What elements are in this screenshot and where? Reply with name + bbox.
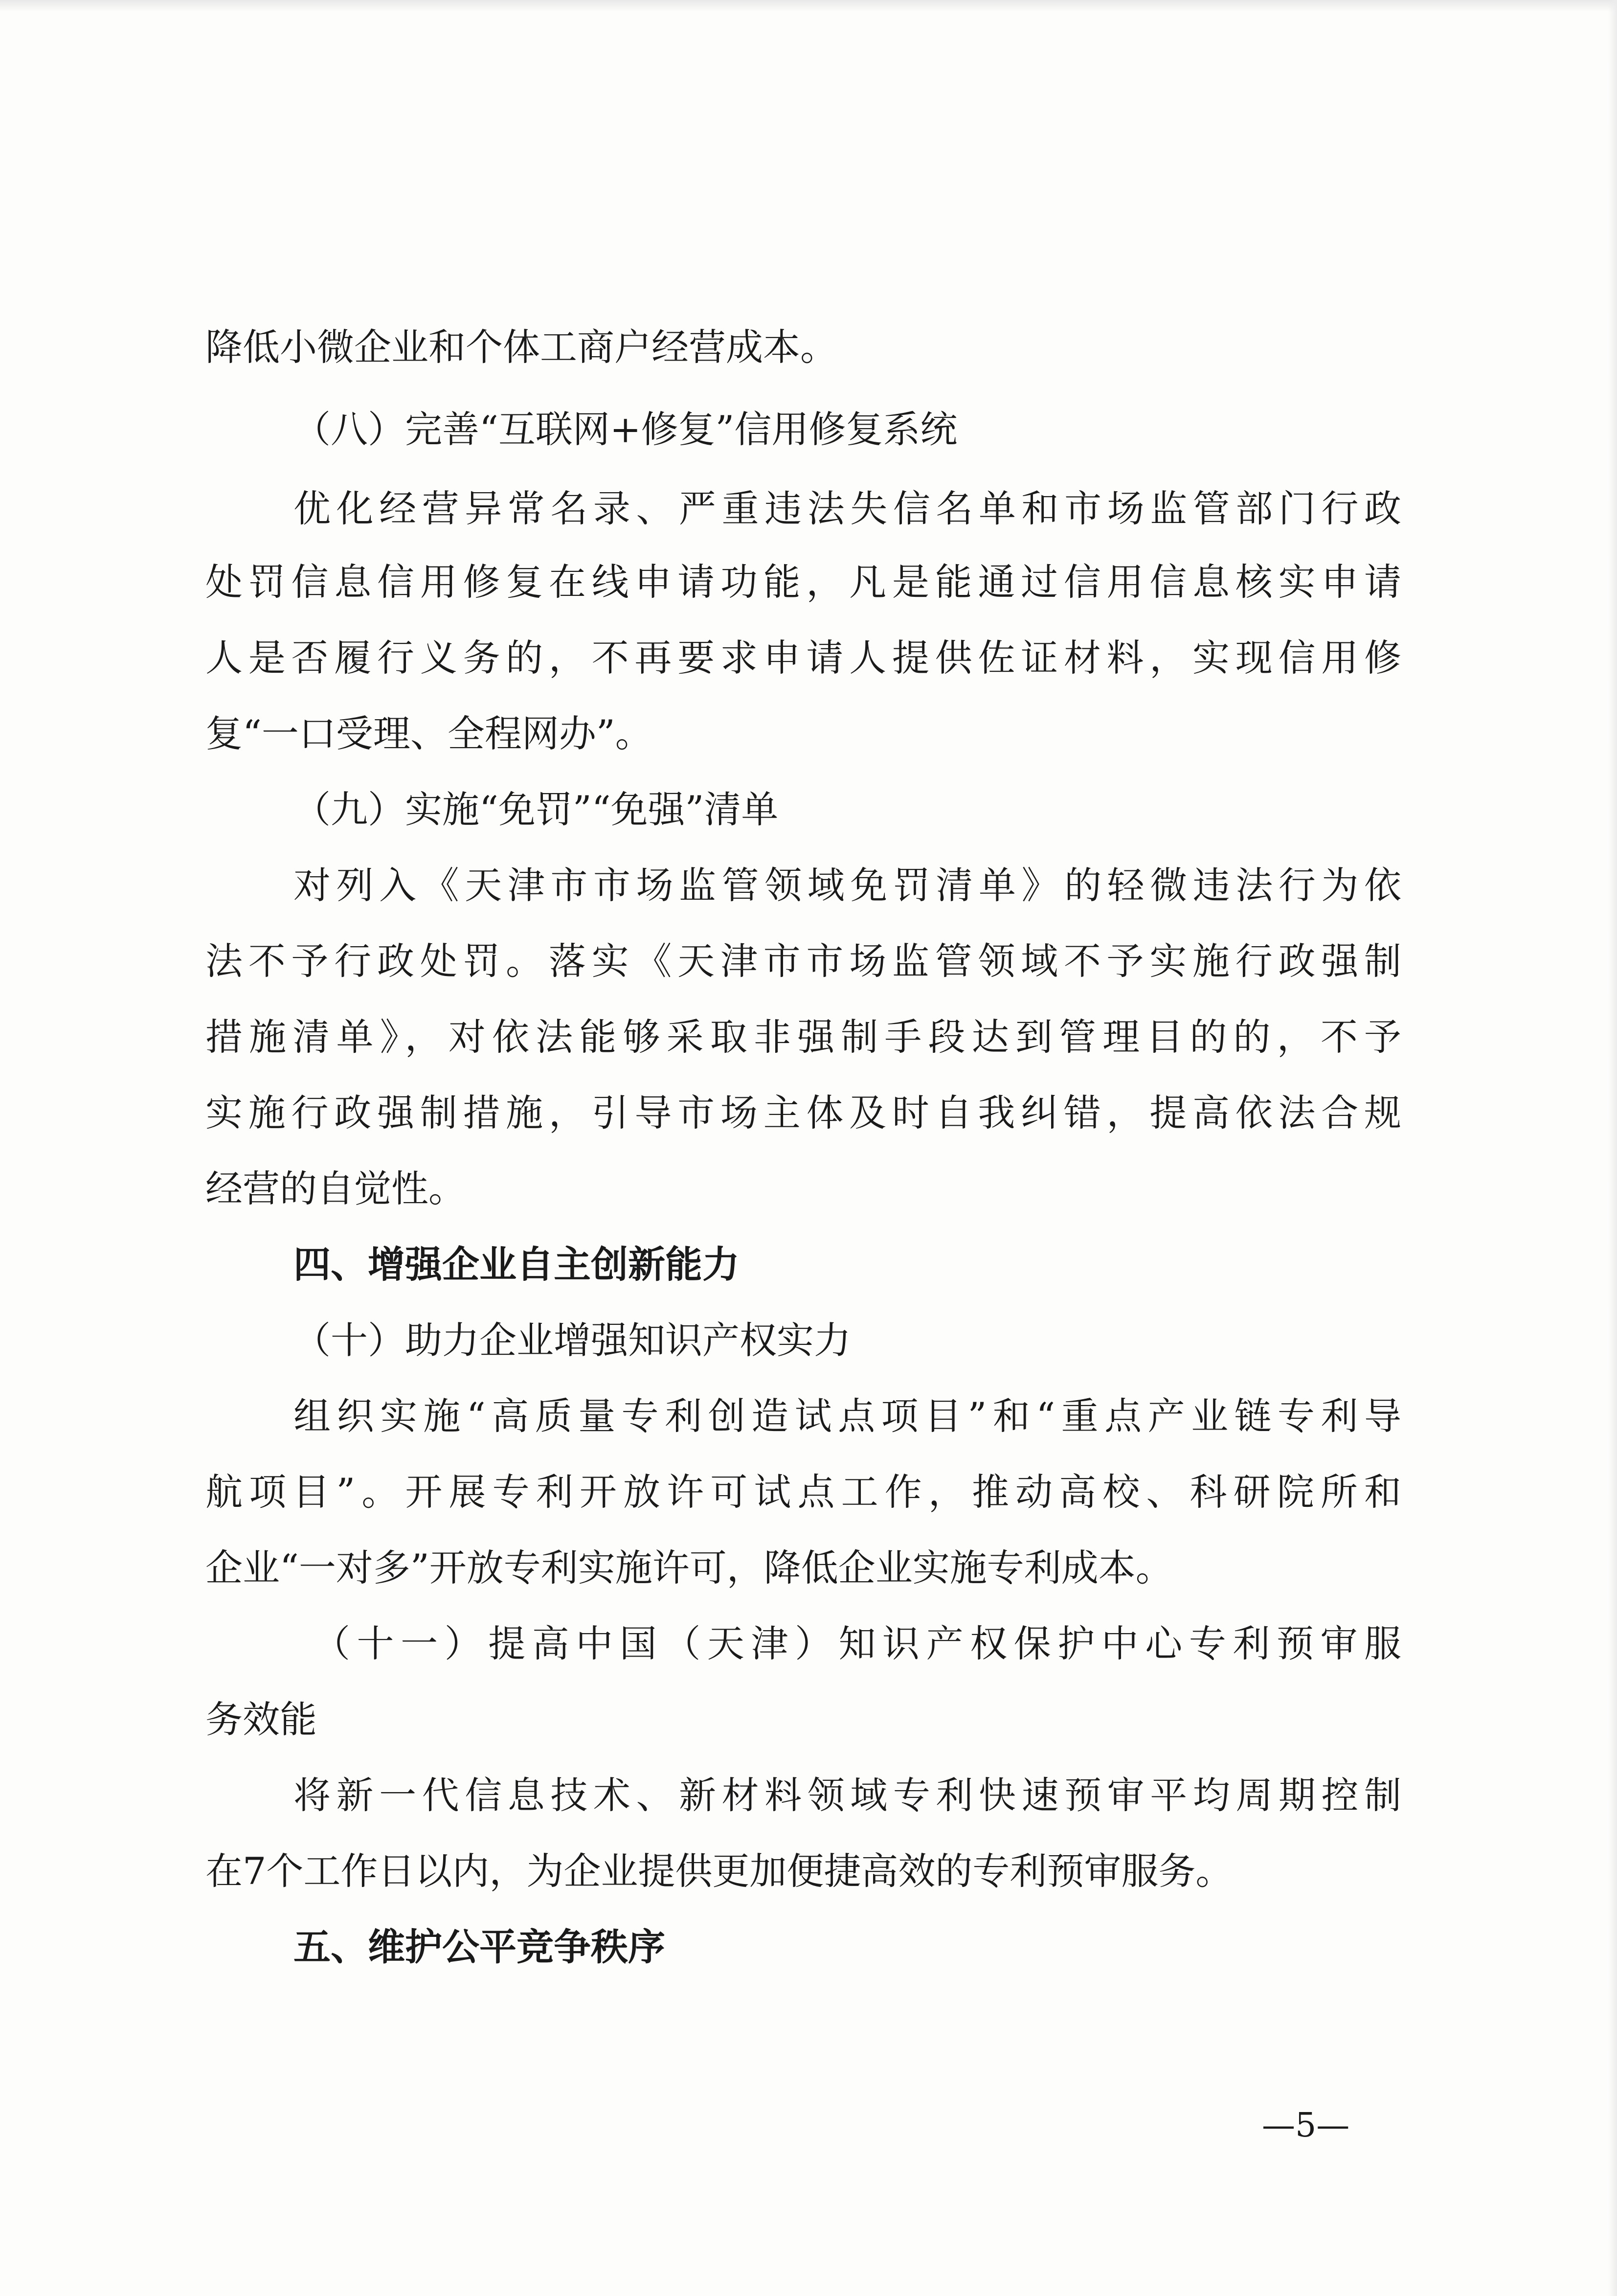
body-text-line: 复“一口受理、全程网办”。 bbox=[205, 712, 652, 755]
section-heading-4: 四、增强企业自主创新能力 bbox=[293, 1243, 740, 1286]
body-text-line: 降低小微企业和个体工商户经营成本。 bbox=[205, 325, 837, 369]
body-text-line: 企业“一对多”开放专利实施许可，降低企业实施专利成本。 bbox=[205, 1546, 1173, 1590]
scan-edge-right bbox=[1608, 0, 1617, 2296]
body-text-line: 在7个工作日以内，为企业提供更加便捷高效的专利预审服务。 bbox=[205, 1849, 1233, 1893]
body-text-line: 航项目”。开展专利开放许可试点工作，推动高校、科研院所和 bbox=[205, 1470, 1401, 1514]
section-heading-5: 五、维护公平竞争秩序 bbox=[293, 1925, 665, 1969]
body-text-line: 对列入《天津市市场监管领域免罚清单》的轻微违法行为依 bbox=[293, 864, 1401, 907]
subsection-heading-11: （十一）提高中国（天津）知识产权保护中心专利预审服 bbox=[313, 1622, 1401, 1665]
scan-edge-top bbox=[0, 0, 1617, 12]
body-text-line: 实施行政强制措施，引导市场主体及时自我纠错，提高依法合规 bbox=[205, 1091, 1401, 1135]
subsection-heading-10: （十）助力企业增强知识产权实力 bbox=[293, 1318, 851, 1362]
page-number: —5— bbox=[1262, 2106, 1350, 2145]
subsection-heading-8: （八）完善“互联网+修复”信用修复系统 bbox=[293, 408, 958, 451]
body-text-line: 将新一代信息技术、新材料领域专利快速预审平均周期控制 bbox=[293, 1773, 1401, 1817]
subsection-heading-11-continued: 务效能 bbox=[205, 1698, 317, 1741]
body-text-line: 人是否履行义务的，不再要求申请人提供佐证材料，实现信用修 bbox=[205, 636, 1401, 680]
body-text-line: 经营的自觉性。 bbox=[205, 1167, 466, 1210]
body-text-line: 处罚信息信用修复在线申请功能，凡是能通过信用信息核实申请 bbox=[205, 560, 1401, 604]
body-text-line: 法不予行政处罚。落实《天津市市场监管领域不予实施行政强制 bbox=[205, 939, 1401, 983]
subsection-heading-9: （九）实施“免罚”“免强”清单 bbox=[293, 788, 779, 831]
body-text-line: 措施清单》，对依法能够采取非强制手段达到管理目的的，不予 bbox=[205, 1015, 1401, 1059]
body-text-line: 组织实施“高质量专利创造试点项目”和“重点产业链专利导 bbox=[293, 1394, 1401, 1438]
body-text-line: 优化经营异常名录、严重违法失信名单和市场监管部门行政 bbox=[293, 487, 1401, 530]
